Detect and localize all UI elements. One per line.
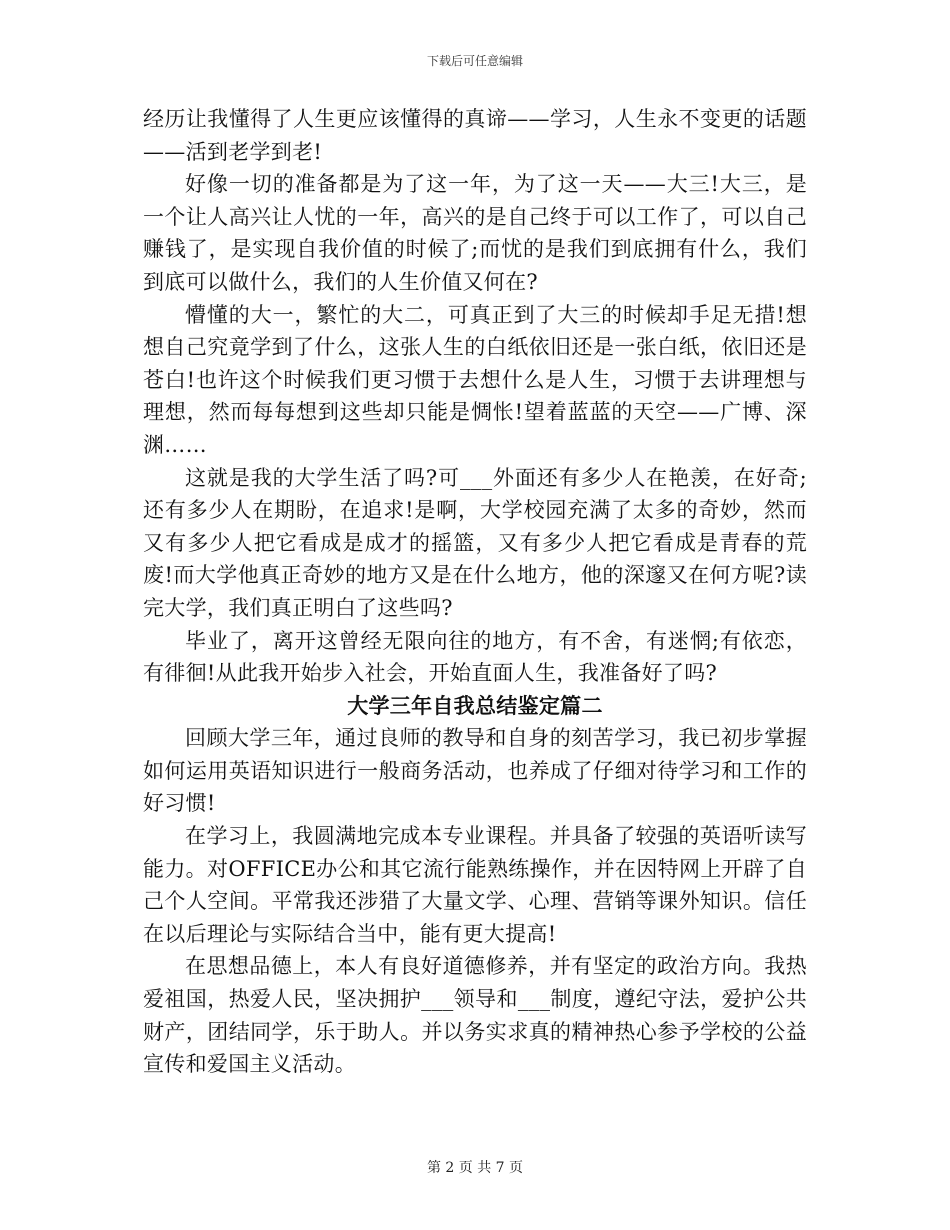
paragraph-2: 好像一切的准备都是为了这一年，为了这一天——大三!大三，是一个让人高兴让人忧的一年，高兴的是自己终于可以工作了，可以自己赚钱了，是实现自我价值的时候了;而忧的是我们到底拥有什么，我们到底可以做什么，我们的人生价值又何在? — [143, 172, 807, 294]
document-body — [143, 103, 807, 1081]
paragraph-4: 这就是我的大学生活了吗?可___外面还有多少人在艳羡，在好奇;还有多少人在期盼，在追求!是啊，大学校园充满了太多的奇妙，然而又有多少人把它看成是成才的摇篮，又有多少人把它看成是青春的荒废!而大学他真正奇妙的地方又是在什么地方，他的深邃又在何方呢?读完大学，我们真正明白了这些吗? — [143, 465, 807, 620]
section-title: 大学三年自我总结鉴定篇二 — [347, 692, 603, 718]
paragraph-3: 懵懂的大一，繁忙的大二，可真正到了大三的时候却手足无措!想想自己究竟学到了什么，这张人生的白纸依旧还是一张白纸，依旧还是苍白!也许这个时候我们更习惯于去想什么是人生，习惯于去讲理想与理想，然而每每想到这些却只能是惆怅!望着蓝蓝的天空——广博、深渊…… — [143, 302, 807, 457]
paragraph-6: 回顾大学三年，通过良师的教导和自身的刻苦学习，我已初步掌握如何运用英语知识进行一般商务活动，也养成了仔细对待学习和工作的好习惯! — [143, 726, 807, 816]
page-header: 下载后可任意编辑 — [426, 54, 523, 68]
paragraph-8: 在思想品德上，本人有良好道德修养，并有坚定的政治方向。我热爱祖国，热爱人民，坚决拥护___领导和___制度，遵纪守法，爱护公共财产，团结同学，乐于助人。并以务实求真的精神热心参予学校的公益宣传和爱国主义活动。 — [143, 954, 807, 1077]
paragraph-1: 经历让我懂得了人生更应该懂得的真谛——学习，人生永不变更的话题——活到老学到老! — [143, 107, 807, 164]
paragraph-5: 毕业了，离开这曾经无限向往的地方，有不舍，有迷惘;有依恋，有徘徊!从此我开始步入社会，开始直面人生，我准备好了吗? — [143, 628, 807, 686]
page-footer: 第 2 页 共 7 页 — [426, 1160, 524, 1176]
paragraph-7: 在学习上，我圆满地完成本专业课程。并具备了较强的英语听读写能力。对OFFICE办公和其它流行能熟练操作，并在因特网上开辟了自己个人空间。平常我还涉猎了大量文学、心理、营销等课外知识。信任在以后理论与实际结合当中，能有更大提高! — [143, 824, 807, 946]
